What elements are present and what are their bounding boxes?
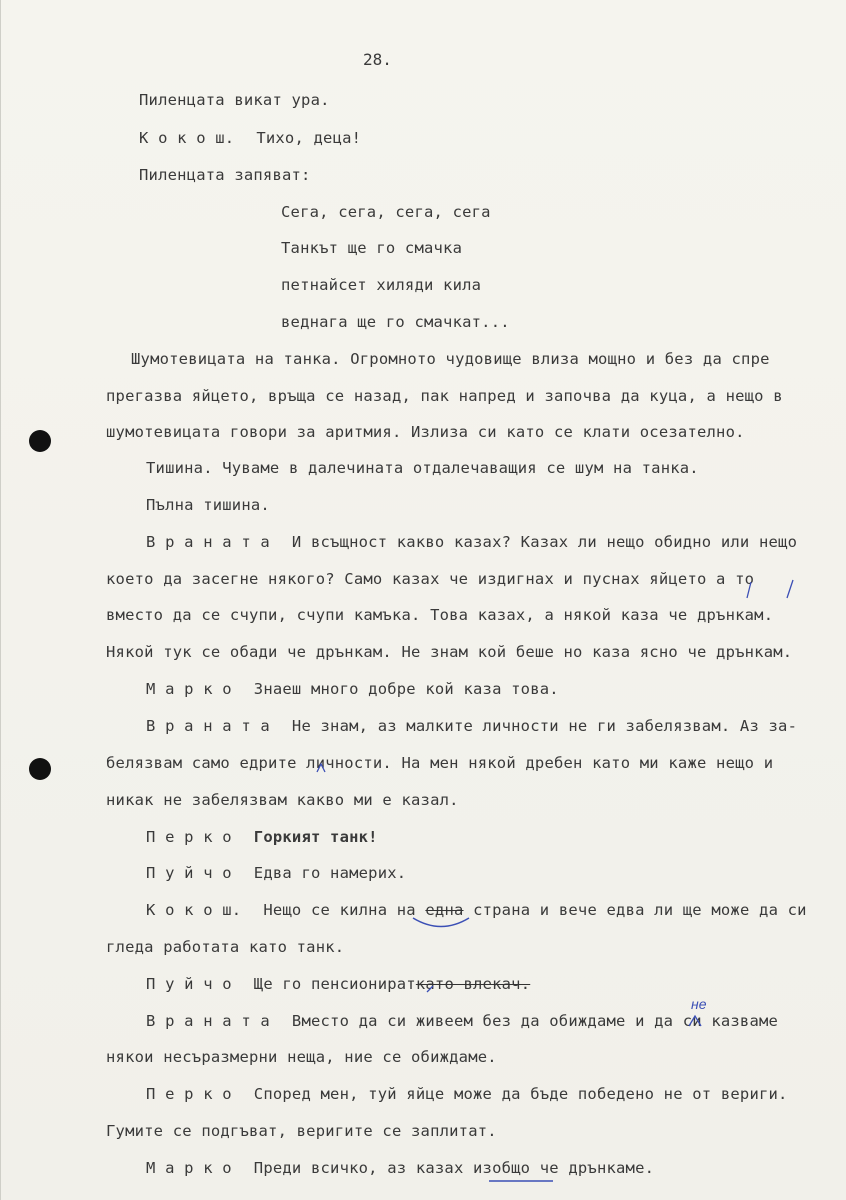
stage-direction: Пиленцата викат ура. bbox=[139, 91, 330, 109]
stage-direction: шумотевицата говори за аритмия. Излиза си като се клати осезателно. bbox=[106, 423, 745, 441]
song-line: веднага ще го смачкат... bbox=[281, 313, 510, 331]
speaker-label: П е р к о bbox=[146, 1085, 232, 1103]
dialogue-line bbox=[146, 1011, 778, 1031]
struck-word: една bbox=[425, 901, 464, 919]
speaker-label: П у й ч о bbox=[146, 864, 232, 882]
dialogue-line: някои несъразмерни неща, ние се обиждаме. bbox=[106, 1048, 497, 1066]
dialogue-text: Според мен, туй яйце може да бъде победено не от вериги. bbox=[253, 1085, 788, 1103]
dialogue-line: Гумите се подгъват, веригите се заплитат. bbox=[106, 1122, 497, 1140]
dialogue-line bbox=[139, 128, 361, 148]
stage-direction: прегазва яйцето, връща се назад, пак напред и започва да куца, а нещо в bbox=[106, 387, 783, 405]
dialogue-text: Горкият танк! bbox=[253, 828, 378, 846]
dialogue-text: Нещо се килна на bbox=[263, 901, 416, 919]
dialogue-line bbox=[146, 827, 378, 847]
dialogue-line bbox=[146, 1158, 654, 1178]
speaker-label: П е р к о bbox=[146, 828, 232, 846]
page-number: 28. bbox=[363, 50, 392, 69]
dialogue-line: вместо да се счупи, счупи камъка. Това казах, а някой каза че дрънкам. bbox=[106, 606, 774, 624]
speaker-label: В р а н а т а bbox=[146, 717, 270, 735]
speaker-label: П у й ч о bbox=[146, 975, 232, 993]
dialogue-line: което да засегне някого? Само казах че издигнах и пуснах яйцето а то bbox=[106, 570, 755, 588]
dialogue-text: Преди всичко, аз казах изобщо че дрънкаме. bbox=[253, 1159, 655, 1177]
dialogue-line: гледа работата като танк. bbox=[106, 938, 345, 956]
dialogue-text: Тихо, деца! bbox=[256, 129, 362, 147]
dialogue-text: Ще го пенсионират bbox=[253, 975, 416, 993]
dialogue-line: Някой тук се обади че дрънкам. Не знам кой беше но каза ясно че дрънкам. bbox=[106, 643, 793, 661]
stage-direction: Пиленцата запяват: bbox=[139, 166, 311, 184]
handwritten-insertion: не bbox=[691, 996, 707, 1012]
stage-direction: Тишина. Чуваме в далечината отдалечаващия се шум на танка. bbox=[146, 459, 699, 477]
stage-direction: Шумотевицата на танка. Огромното чудовище влиза мощно и без да спре bbox=[131, 350, 770, 368]
dialogue-line bbox=[146, 716, 797, 736]
dialogue-line bbox=[146, 974, 530, 994]
dialogue-text: Вместо да си живеем без да обиждаме и да си казваме bbox=[291, 1012, 779, 1030]
dialogue-text: Знаеш много добре кой каза това. bbox=[253, 680, 559, 698]
speaker-label: М а р к о bbox=[146, 1159, 232, 1177]
dialogue-text: И всъщност какво казах? Казах ли нещо обидно или нещо bbox=[291, 533, 798, 551]
punch-hole bbox=[29, 758, 51, 780]
speaker-label: В р а н а т а bbox=[146, 1012, 270, 1030]
dialogue-text: Не знам, аз малките личности не ги забелязвам. Аз за- bbox=[291, 717, 798, 735]
dialogue-line bbox=[146, 863, 406, 883]
speaker-label: В р а н а т а bbox=[146, 533, 270, 551]
dialogue-line: белязвам само едрите личности. На мен някой дребен като ми каже нещо и bbox=[106, 754, 774, 772]
speaker-label: К о к о ш. bbox=[146, 901, 242, 919]
dialogue-line bbox=[146, 679, 559, 699]
song-line: Сега, сега, сега, сега bbox=[281, 203, 491, 221]
dialogue-line bbox=[146, 900, 807, 920]
song-line: Танкът ще го смачка bbox=[281, 239, 463, 257]
speaker-label: М а р к о bbox=[146, 680, 232, 698]
dialogue-line: никак не забелязвам какво ми е казал. bbox=[106, 791, 459, 809]
struck-phrase: като влекач. bbox=[415, 975, 531, 993]
stage-direction: Пълна тишина. bbox=[146, 496, 270, 514]
dialogue-text: страна и вече едва ли ще може да си bbox=[473, 901, 807, 919]
punch-hole bbox=[29, 430, 51, 452]
dialogue-line bbox=[146, 532, 797, 552]
dialogue-line bbox=[146, 1084, 788, 1104]
song-line: петнайсет хиляди кила bbox=[281, 276, 482, 294]
speaker-label: К о к о ш. bbox=[139, 129, 235, 147]
dialogue-text: Едва го намерих. bbox=[253, 864, 407, 882]
pen-tick bbox=[787, 580, 793, 598]
